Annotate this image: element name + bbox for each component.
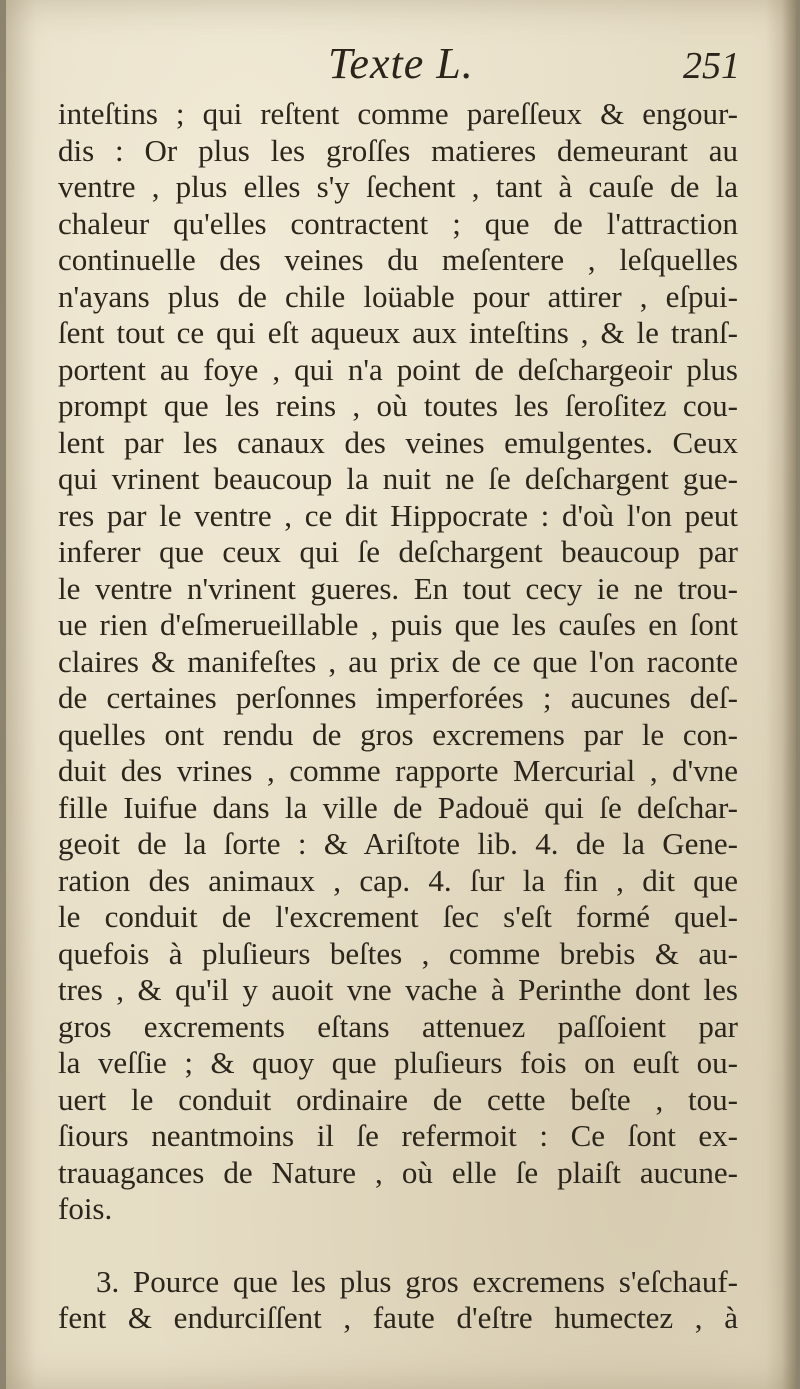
text-line: ſent tout ce qui eſt aqueux aux inteſtins , & le tranſ- [58, 315, 738, 350]
text-line: continuelle des veines du meſentere , leſquelles [58, 242, 738, 277]
text-line: 3. Pource que les plus gros excremens s'eſchauf- [96, 1263, 738, 1299]
text-line: portent au foye , qui n'a point de deſchargeoir plus [58, 351, 738, 387]
book-page [6, 0, 796, 1389]
text-line: quefois à pluſieurs beſtes , comme brebis & au- [58, 935, 738, 971]
running-title: Texte L. [328, 39, 474, 88]
page-edge-shadow [782, 0, 796, 1389]
text-line: chaleur qu'elles contractent ; que de l'attraction [58, 205, 738, 241]
text-line: trauagances de Nature , où elle ſe plaiſt aucune- [58, 1154, 738, 1190]
text-line: inferer que ceux qui ſe deſchargent beaucoup par [58, 534, 738, 569]
text-line: prompt que les reins , où toutes les ſeroſitez cou- [58, 388, 738, 423]
text-line: le conduit de l'excrement ſec s'eſt formé quel- [58, 899, 738, 934]
text-line: fois. [58, 1191, 113, 1226]
text-line: uert le conduit ordinaire de cette beſte , tou- [58, 1081, 738, 1117]
text-line: res par le ventre , ce dit Hippocrate : d'où l'on peut [58, 497, 738, 533]
text-line: lent par les canaux des veines emulgentes. Ceux [58, 424, 738, 460]
text-line: fent & endurciſſent , faute d'eſtre humectez , à [58, 1300, 738, 1335]
text-line: tres , & qu'il y auoit vne vache à Perinthe dont les [58, 972, 738, 1007]
text-line: claires & manifeſtes , au prix de ce que l'on raconte [58, 643, 738, 679]
text-line: qui vrinent beaucoup la nuit ne ſe deſchargent gue- [58, 461, 738, 496]
text-line: ſiours neantmoins il ſe refermoit : Ce ſont ex- [58, 1118, 738, 1153]
page-number: 251 [683, 45, 740, 87]
body-text [58, 96, 738, 1337]
text-line: n'ayans plus de chile loüable pour attirer , eſpui- [58, 278, 738, 314]
page-header [6, 38, 796, 98]
text-line: ration des animaux , cap. 4. ſur la fin , dit que [58, 862, 738, 898]
text-line: duit des vrines , comme rapporte Mercurial , d'vne [58, 753, 738, 788]
text-line: de certaines perſonnes imperforées ; aucunes deſ- [58, 680, 738, 715]
text-line: ue rien d'eſmerueillable , puis que les cauſes en ſont [58, 607, 738, 642]
text-line: gros excrements eſtans attenuez paſſoient par [58, 1008, 738, 1044]
text-line: dis : Or plus les groſſes matieres demeurant au [58, 132, 738, 168]
text-line: la veſſie ; & quoy que pluſieurs fois on euſt ou- [58, 1045, 738, 1080]
text-line: quelles ont rendu de gros excremens par le con- [58, 716, 738, 752]
text-line: fille Iuifue dans la ville de Padouë qui ſe deſchar- [58, 789, 738, 825]
text-line: ventre , plus elles s'y ſechent , tant à cauſe de la [58, 169, 738, 204]
text-line: le ventre n'vrinent gueres. En tout cecy ie ne trou- [58, 570, 738, 606]
paragraph-gap [58, 1228, 738, 1264]
text-line: geoit de la ſorte : & Ariſtote lib. 4. de la Gene- [58, 826, 738, 861]
text-line: inteſtins ; qui reſtent comme pareſſeux & engour- [58, 96, 738, 131]
